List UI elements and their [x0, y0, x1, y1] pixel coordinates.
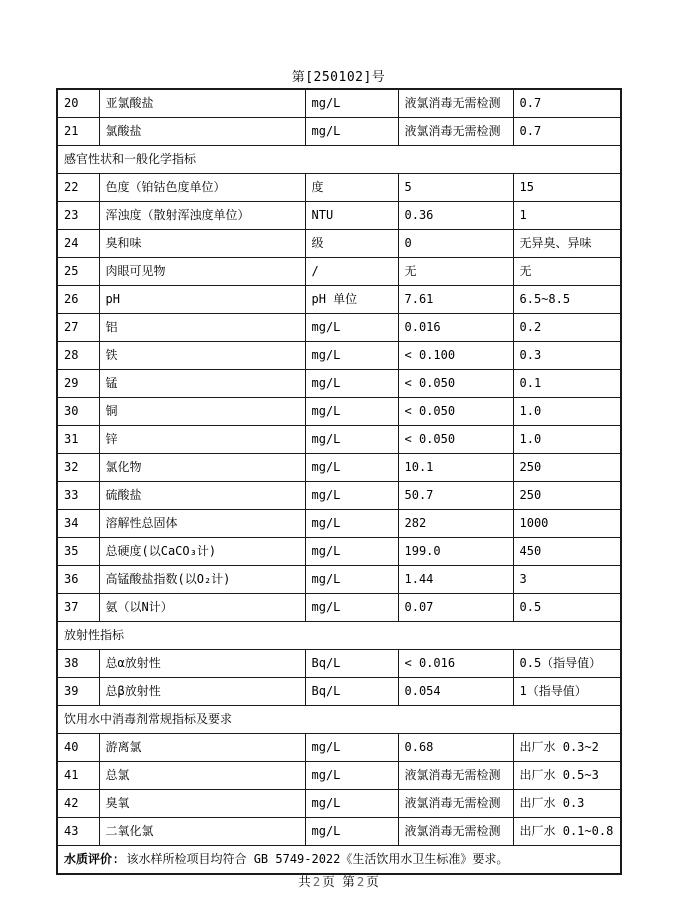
param-name-cell: 溶解性总固体: [99, 510, 305, 538]
row-number-cell: 32: [57, 454, 99, 482]
section-header-cell: 放射性指标: [57, 622, 621, 650]
param-name-cell: 铜: [99, 398, 305, 426]
evaluation-text: : 该水样所检项目均符合 GB 5749-2022《生活饮用水卫生标准》要求。: [112, 851, 509, 866]
evaluation-label: 水质评价: [64, 851, 113, 866]
param-name-cell: 高锰酸盐指数(以O₂计): [99, 566, 305, 594]
table-row: [57, 538, 621, 566]
unit-cell: mg/L: [305, 89, 398, 118]
table-row: [57, 594, 621, 622]
table-row: [57, 174, 621, 202]
row-number-cell: 41: [57, 762, 99, 790]
unit-cell: mg/L: [305, 762, 398, 790]
limit-cell: 450: [513, 538, 621, 566]
limit-cell: 0.5: [513, 594, 621, 622]
table-row: [57, 89, 621, 118]
page-indicator-prefix: 共: [298, 874, 311, 889]
table-row: [57, 818, 621, 846]
value-cell: < 0.050: [398, 426, 513, 454]
limit-cell: 250: [513, 482, 621, 510]
value-cell: < 0.100: [398, 342, 513, 370]
row-number-cell: 42: [57, 790, 99, 818]
limit-cell: 0.2: [513, 314, 621, 342]
row-number-cell: 28: [57, 342, 99, 370]
row-number-cell: 37: [57, 594, 99, 622]
value-cell: 282: [398, 510, 513, 538]
table-row: [57, 398, 621, 426]
value-cell: 液氯消毒无需检测: [398, 762, 513, 790]
unit-cell: mg/L: [305, 566, 398, 594]
unit-cell: Bq/L: [305, 678, 398, 706]
current-page: 2: [356, 874, 365, 889]
section-row: [57, 146, 621, 174]
param-name-cell: 二氧化氯: [99, 818, 305, 846]
param-name-cell: 总氯: [99, 762, 305, 790]
limit-cell: 无: [513, 258, 621, 286]
row-number-cell: 29: [57, 370, 99, 398]
limit-cell: 1.0: [513, 426, 621, 454]
table-row: [57, 454, 621, 482]
table-row: [57, 230, 621, 258]
param-name-cell: 硫酸盐: [99, 482, 305, 510]
value-cell: 0.36: [398, 202, 513, 230]
param-name-cell: 臭氧: [99, 790, 305, 818]
section-row: [57, 706, 621, 734]
row-number-cell: 20: [57, 89, 99, 118]
section-row: [57, 622, 621, 650]
unit-cell: mg/L: [305, 118, 398, 146]
row-number-cell: 27: [57, 314, 99, 342]
table-row: [57, 650, 621, 678]
limit-cell: 无异臭、异味: [513, 230, 621, 258]
unit-cell: 度: [305, 174, 398, 202]
limit-cell: 0.7: [513, 118, 621, 146]
page-indicator: [0, 872, 677, 890]
value-cell: 0.07: [398, 594, 513, 622]
evaluation-cell: [57, 846, 621, 875]
note-row: [57, 846, 621, 875]
value-cell: 液氯消毒无需检测: [398, 89, 513, 118]
param-name-cell: 亚氯酸盐: [99, 89, 305, 118]
unit-cell: mg/L: [305, 426, 398, 454]
unit-cell: /: [305, 258, 398, 286]
value-cell: 0.054: [398, 678, 513, 706]
table-row: [57, 426, 621, 454]
unit-cell: 级: [305, 230, 398, 258]
unit-cell: mg/L: [305, 594, 398, 622]
table-row: [57, 118, 621, 146]
row-number-cell: 33: [57, 482, 99, 510]
table-row: [57, 510, 621, 538]
unit-cell: mg/L: [305, 818, 398, 846]
value-cell: < 0.050: [398, 370, 513, 398]
row-number-cell: 36: [57, 566, 99, 594]
param-name-cell: 总α放射性: [99, 650, 305, 678]
unit-cell: mg/L: [305, 454, 398, 482]
value-cell: 液氯消毒无需检测: [398, 818, 513, 846]
param-name-cell: 肉眼可见物: [99, 258, 305, 286]
value-cell: < 0.016: [398, 650, 513, 678]
row-number-cell: 24: [57, 230, 99, 258]
value-cell: 7.61: [398, 286, 513, 314]
param-name-cell: pH: [99, 286, 305, 314]
param-name-cell: 游离氯: [99, 734, 305, 762]
table-row: [57, 678, 621, 706]
limit-cell: 15: [513, 174, 621, 202]
row-number-cell: 21: [57, 118, 99, 146]
value-cell: 0.016: [398, 314, 513, 342]
limit-cell: 出厂水 0.3: [513, 790, 621, 818]
param-name-cell: 臭和味: [99, 230, 305, 258]
limit-cell: 250: [513, 454, 621, 482]
row-number-cell: 25: [57, 258, 99, 286]
water-quality-table: [56, 88, 622, 875]
value-cell: 1.44: [398, 566, 513, 594]
param-name-cell: 氨（以N计）: [99, 594, 305, 622]
table-row: [57, 202, 621, 230]
limit-cell: 1.0: [513, 398, 621, 426]
table-row: [57, 370, 621, 398]
unit-cell: Bq/L: [305, 650, 398, 678]
value-cell: 0.68: [398, 734, 513, 762]
unit-cell: mg/L: [305, 790, 398, 818]
unit-cell: pH 单位: [305, 286, 398, 314]
limit-cell: 1: [513, 202, 621, 230]
row-number-cell: 26: [57, 286, 99, 314]
value-cell: 5: [398, 174, 513, 202]
row-number-cell: 38: [57, 650, 99, 678]
limit-cell: 出厂水 0.3~2: [513, 734, 621, 762]
table-row: [57, 762, 621, 790]
limit-cell: 3: [513, 566, 621, 594]
doc-number: 第[250102]号: [291, 70, 386, 85]
row-number-cell: 31: [57, 426, 99, 454]
limit-cell: 出厂水 0.1~0.8: [513, 818, 621, 846]
param-name-cell: 浑浊度（散射浑浊度单位）: [99, 202, 305, 230]
section-header-cell: 饮用水中消毒剂常规指标及要求: [57, 706, 621, 734]
row-number-cell: 23: [57, 202, 99, 230]
limit-cell: 0.5（指导值）: [513, 650, 621, 678]
value-cell: 50.7: [398, 482, 513, 510]
unit-cell: mg/L: [305, 482, 398, 510]
row-number-cell: 35: [57, 538, 99, 566]
row-number-cell: 40: [57, 734, 99, 762]
param-name-cell: 总β放射性: [99, 678, 305, 706]
unit-cell: mg/L: [305, 370, 398, 398]
report-table-body: [57, 89, 621, 874]
limit-cell: 1（指导值）: [513, 678, 621, 706]
param-name-cell: 氯化物: [99, 454, 305, 482]
limit-cell: 1000: [513, 510, 621, 538]
value-cell: 液氯消毒无需检测: [398, 118, 513, 146]
param-name-cell: 氯酸盐: [99, 118, 305, 146]
table-row: [57, 342, 621, 370]
section-header-cell: 感官性状和一般化学指标: [57, 146, 621, 174]
page-indicator-middle: 页 第: [322, 874, 355, 889]
row-number-cell: 22: [57, 174, 99, 202]
param-name-cell: 锌: [99, 426, 305, 454]
param-name-cell: 锰: [99, 370, 305, 398]
limit-cell: 0.1: [513, 370, 621, 398]
row-number-cell: 30: [57, 398, 99, 426]
row-number-cell: 39: [57, 678, 99, 706]
row-number-cell: 34: [57, 510, 99, 538]
value-cell: 199.0: [398, 538, 513, 566]
value-cell: 无: [398, 258, 513, 286]
unit-cell: mg/L: [305, 538, 398, 566]
table-row: [57, 314, 621, 342]
value-cell: 0: [398, 230, 513, 258]
value-cell: 液氯消毒无需检测: [398, 790, 513, 818]
limit-cell: 出厂水 0.5~3: [513, 762, 621, 790]
unit-cell: NTU: [305, 202, 398, 230]
page-indicator-suffix: 页: [366, 874, 379, 889]
unit-cell: mg/L: [305, 398, 398, 426]
unit-cell: mg/L: [305, 510, 398, 538]
param-name-cell: 铝: [99, 314, 305, 342]
value-cell: 10.1: [398, 454, 513, 482]
row-number-cell: 43: [57, 818, 99, 846]
total-pages: 2: [312, 874, 321, 889]
value-cell: < 0.050: [398, 398, 513, 426]
param-name-cell: 铁: [99, 342, 305, 370]
table-row: [57, 286, 621, 314]
table-row: [57, 258, 621, 286]
table-row: [57, 790, 621, 818]
limit-cell: 0.7: [513, 89, 621, 118]
table-row: [57, 566, 621, 594]
table-row: [57, 734, 621, 762]
unit-cell: mg/L: [305, 342, 398, 370]
unit-cell: mg/L: [305, 314, 398, 342]
table-row: [57, 482, 621, 510]
param-name-cell: 色度（铂钴色度单位）: [99, 174, 305, 202]
unit-cell: mg/L: [305, 734, 398, 762]
param-name-cell: 总硬度(以CaCO₃计): [99, 538, 305, 566]
limit-cell: 0.3: [513, 342, 621, 370]
limit-cell: 6.5~8.5: [513, 286, 621, 314]
